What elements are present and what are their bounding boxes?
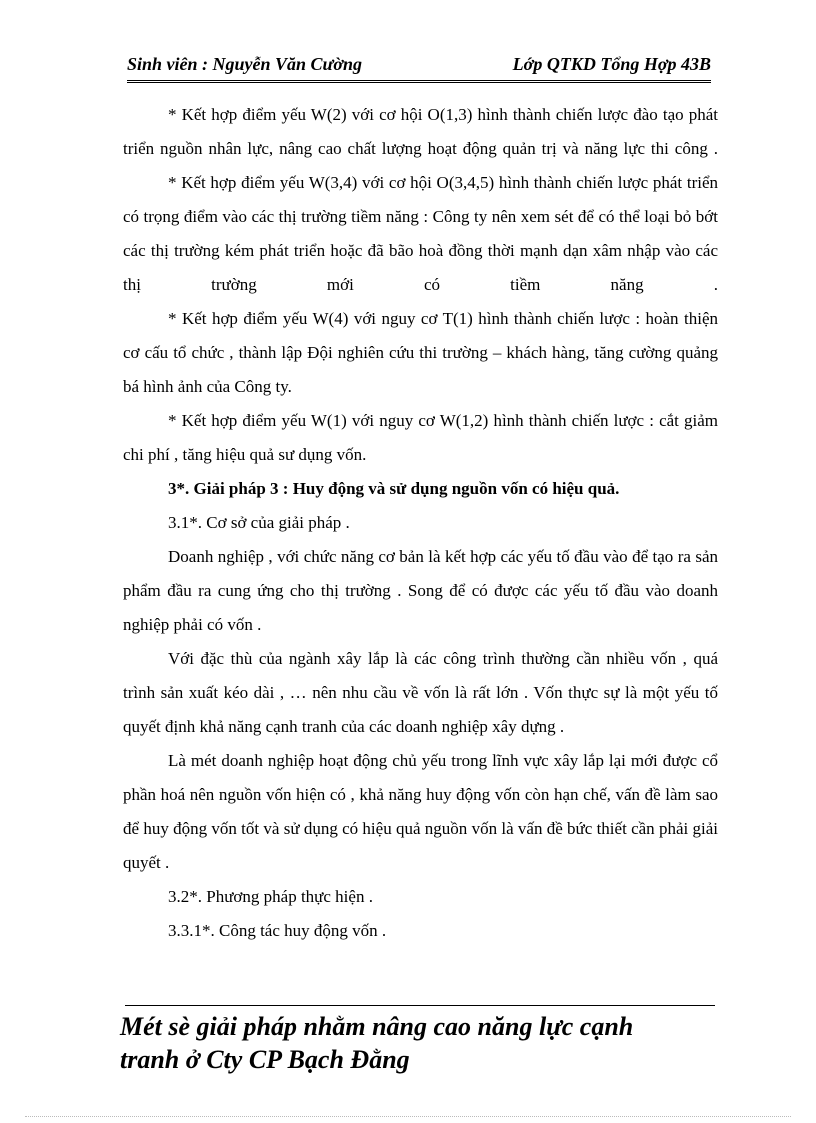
subheading-implementation: 3.2*. Phương pháp thực hiện .	[168, 887, 373, 906]
header-student-name: Sinh viên : Nguyễn Văn Cường	[127, 54, 362, 74]
footer-title-line-1: Mét sè giải pháp nhằm nâng cao năng lực cạnh	[120, 1012, 634, 1041]
body-text	[123, 98, 718, 948]
section-heading-solution-3: 3*. Giải pháp 3 : Huy động và sử dụng nguồn vốn có hiệu quả.	[168, 479, 620, 498]
footer-divider	[125, 1005, 715, 1006]
subheading-capital-mobilization: 3.3.1*. Công tác huy động vốn .	[168, 921, 387, 940]
header-class-name: Lớp QTKD Tổng Hợp 43B	[512, 54, 711, 74]
paragraph-construction-capital: Với đặc thù của ngành xây lắp là các công trình thường cần nhiều vốn , quá trình sản xuất kéo dài , … nên nhu cầu về vốn là rất lớn . Vốn thực sự là một yếu tố quyết định khả năng cạnh tranh của các doanh nghiệp xây dựng .	[123, 649, 718, 736]
page-header	[127, 52, 711, 83]
paragraph-strategy-w1: * Kết hợp điểm yếu W(1) với nguy cơ W(1,2) hình thành chiến lược : cắt giảm chi phí , tăng hiệu quả sư dụng vốn.	[123, 411, 718, 464]
footer-title-line-2: tranh ở Cty CP Bạch Đằng	[120, 1045, 410, 1074]
paragraph-company-capital: Là mét doanh nghiệp hoạt động chủ yếu trong lĩnh vực xây lắp lại mới được cổ phần hoá nên nguồn vốn hiện có , khả năng huy động vốn còn hạn chế, vấn đề làm sao để huy động vốn tốt và sử dụng có hiệu quả nguồn vốn là vấn đề bức thiết cần phải giải quyết .	[123, 751, 718, 872]
paragraph-strategy-w4: * Kết hợp điểm yếu W(4) với nguy cơ T(1) hình thành chiến lược : hoàn thiện cơ cấu tổ chức , thành lập Đội nghiên cứu thi trường – khách hàng, tăng cường quảng bá hình ảnh của Công ty.	[123, 309, 718, 396]
page-bottom-border	[25, 1116, 791, 1117]
paragraph-strategy-w34: * Kết hợp điểm yếu W(3,4) với cơ hội O(3,4,5) hình thành chiến lược phát triển có trọng điểm vào các thị trường tiềm năng : Công ty nên xem sét để có thể loại bỏ bớt các thị trường kém phát triển hoặc đã bão hoà đồng thời mạnh dạn xâm nhập vào các thị trường mới có tiềm năng .	[123, 173, 718, 294]
subheading-basis: 3.1*. Cơ sở của giải pháp .	[168, 513, 350, 532]
page-footer-title	[120, 1010, 720, 1076]
paragraph-enterprise-capital: Doanh nghiệp , với chức năng cơ bản là kết hợp các yếu tố đầu vào để tạo ra sản phẩm đầu ra cung ứng cho thị trường . Song để có được các yếu tố đầu vào doanh nghiệp phải có vốn .	[123, 547, 718, 634]
paragraph-strategy-w2: * Kết hợp điểm yếu W(2) với cơ hội O(1,3) hình thành chiến lược đào tạo phát triển nguồn nhân lực, nâng cao chất lượng hoạt động quản trị và năng lực thi công .	[123, 105, 718, 158]
